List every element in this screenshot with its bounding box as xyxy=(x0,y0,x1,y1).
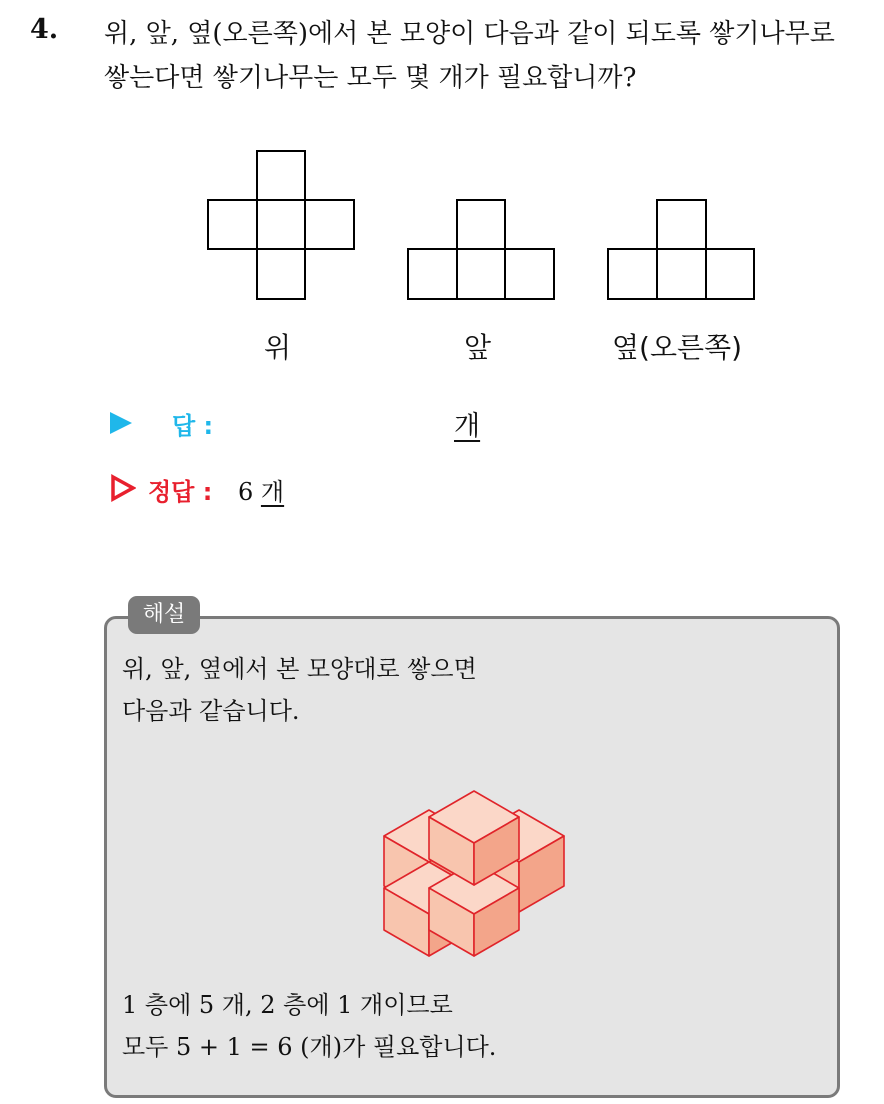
solution-tag: 해설 xyxy=(128,596,200,634)
outline-triangle-icon xyxy=(110,474,136,502)
front-view-diagram xyxy=(408,200,554,299)
solution-line-1: 위, 앞, 옆에서 본 모양대로 쌓으면 xyxy=(122,655,477,683)
answer-label: 답 : xyxy=(172,412,214,440)
correct-answer-number: 6 xyxy=(238,478,254,506)
top-view-label: 위 xyxy=(264,331,292,364)
correct-answer-value xyxy=(238,472,284,507)
front-view-label: 앞 xyxy=(464,331,492,364)
question-number: 4. xyxy=(30,14,59,45)
answer-unit: 개 xyxy=(454,411,481,442)
solution-line-4: 모두 5 + 1 = 6 (개)가 필요합니다. xyxy=(122,1033,497,1061)
solution-line-3: 1 층에 5 개, 2 층에 1 개이므로 xyxy=(122,991,453,1019)
correct-answer-unit: 개 xyxy=(260,478,285,506)
side-view-label: 옆(오른쪽) xyxy=(612,331,743,364)
question-line-1: 위, 앞, 옆(오른쪽)에서 본 모양이 다음과 같이 되도록 쌓기나무로 xyxy=(104,19,835,49)
solution-line-2: 다음과 같습니다. xyxy=(122,697,300,725)
stacked-cubes-illustration xyxy=(378,788,570,960)
question-line-2: 쌓는다면 쌓기나무는 모두 몇 개가 필요합니까? xyxy=(104,63,637,93)
top-view-diagram xyxy=(208,151,354,299)
correct-answer-label: 정답 : xyxy=(148,478,213,506)
play-triangle-icon xyxy=(110,412,132,434)
side-view-diagram xyxy=(608,200,754,299)
views-figure xyxy=(0,0,884,330)
